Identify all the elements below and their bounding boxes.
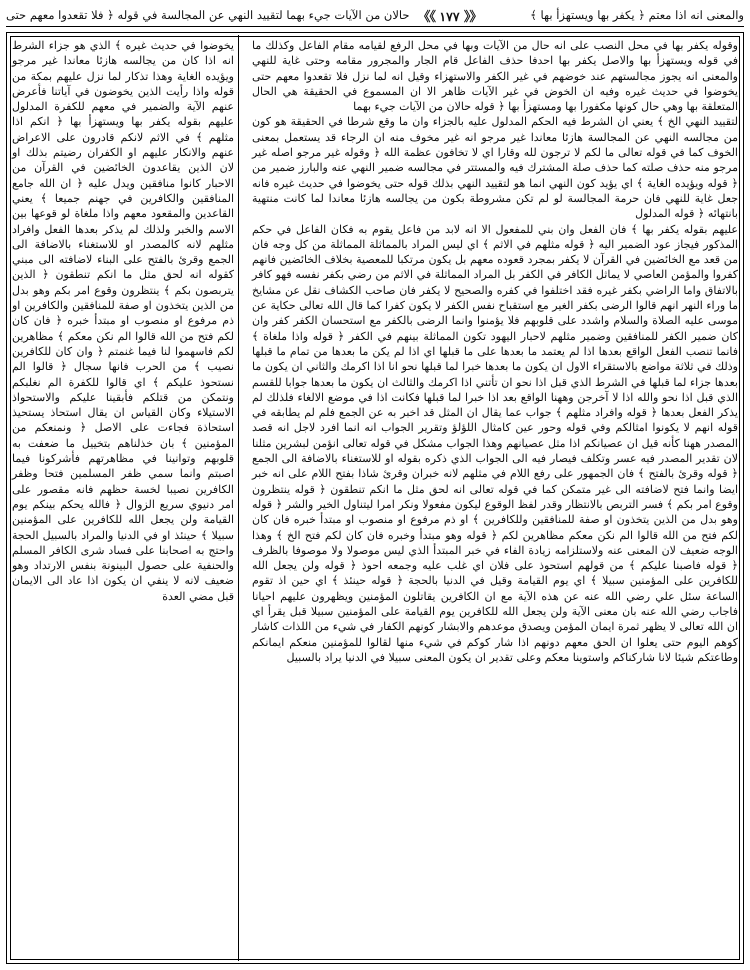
header-left-text: حالان من الآيات جيء بهما لتقييد النهي عن المجالسة في قوله ﴿ فلا تقعدوا معهم حتى — [6, 8, 410, 22]
main-paragraph-1: وقوله يكفر بها في محل النصب على انه حال من الآيات وبها في محل الرفع لقيامه مقام الفاعل وكذلك ما في قوله ويستهزأ بها والاصل يكفر بها احدفا حذف الفاعل قام الجار والمجرور مقامه وحتى غاية للنهي والمعنى انه يجوز مجالستهم عند خوضهم في غير الكفر والاستهزاء وقيل انه لما نزل فلا تقعدوا معهم حتى يخوضوا في حديث غيره وفيه ان الخوض في غير الآيات ظاهر الا ان المسموع في الحقيقة هي الحال المتعلقة بها وهي حال كونها مكفورا بها ومستهزأ بها ﴿ قوله حالان من الآيات جيء بهما — [252, 39, 738, 114]
main-paragraph-3: عليهم بقوله يكفر بها ﴾ فان الفعل وان بني للمفعول الا انه لابد من فاعل يقوم به فكان الفاعل في حكم المذكور فيجاز عود الضمير اليه ﴿ قوله مثلهم في الاثم ﴾ اي ليس المراد بالمماثلة المماثلة من كل وجه فان من قعد مع الخائضين في القرآن لا يكفر بمجرد قعوده معهم بل يكون مرتكبا للمعصية بخلاف الخائضين فانهم كفروا والمؤمن العاصي لا يماثل الكافر في الكفر بل المراد المماثلة في الاثم من رضي بكفر نفسه فهو كافر بالاتفاق واما الراضي بكفر غيره فقد اختلفوا في كفره والصحيح لا يكفر فان صاحب الكشاف نقل عن مشايخ ما وراء النهر انهم قالوا الرضى بكفر الغير مع استقباح نفس الكفر لا يكون كفرا كما قال الله تعالى حكاية عن موسى عليه الصلاة والسلام واشدد على قلوبهم فلا يؤمنوا وانما الرضى بالكفر مع استحسان الكفر كفر وان كان ضمير الكفر للمنافقين وضمير مثلهم لاحبار اليهود تكون المماثلة بينهم في الكفر ﴿ قوله واذا ملغاة ﴾ فانما تنصب الفعل الواقع بعدها اذا لم يعتمد ما بعدها على ما قبلها اي اذا لم يكن ما بعدها من تمام ما قبلها وذلك في ثلاثة مواضع بالاستقراء الاول ان يكون ما بعدها خبرا لما قبلها نحو انا اذا اكرمك والثاني ان يكون ما بعدها جزاء لما قبلها في الشرط الذي قبل اذا نحو ان تأتني اذا اكرمك والثالث ان يكون ما بعدها جوابا للقسم الذي قبل اذا نحو والله اذا لا آخرجن وههنا الواقع بعد اذا خبرا لما قبلها فكانت اذا في موضع الالغاء فلذلك لم يذكر الفعل بعدها ﴿ قوله وافراد مثلهم ﴾ جواب عما يقال ان المثل قد اخبر به عن الجمع فلم لم يطابقه في قوله انهم لا يكونوا امثالكم وفي قوله وحور عين كامثال اللؤلؤ وتقرير الجواب انه انما افرد لاجل انه قصد المصدر ههنا كأنه قيل ان عصيانكم اذا مثل عصيانهم وهذا الجواب مشكل في قوله تعالى انؤمن لبشرين مثلنا لان تقدير المصدر فيه عسر وتكلف فيصار فيه الى الجواب الذي ذكره بقوله او للاستغناء بالاضافة الى الجمع ﴿ قوله وقرئ بالفتح ﴾ فان الجمهور على رفع اللام في مثلهم لانه خبران وقرئ شاذا بفتح اللام على انه خبر ايضا وانما فتح لاضافته الى غير متمكن كما في قوله تعالى انه لحق مثل ما انكم تنطقون ﴿ قوله ينتظرون وقوع امر بكم ﴾ فسر التربص بالانتظار وقدر لفظ الوقوع ليكون مفعولا ونكر امرا ليتناول الخير والشر ﴿ قوله وهو بدل من الذين يتخذون او صفة للمنافقين وللكافرين ﴾ او ذم مرفوع او منصوب او مبتدأ خبره فان كان لكم فتح من الله قالوا الم نكن معكم مظاهرين لكم ﴿ قوله وهو مبتدأ وخبره فان كان لكم فتح الخ ﴾ وهذا الوجه ضعيف لان المعنى عنه ولاستلزامه زيادة الفاء في خبر المبتدأ الذي ليس موصولا ولا موصوفا بالظرف ﴿ قوله فاصبنا عليكم ﴾ من قولهم استحوذ على فلان اي غلب عليه وجمعه احوذ ﴿ قوله ولن يجعل الله للكافرين على المؤمنين سبيلا ﴾ اي يوم القيامة وقيل في الدنيا بالحجة ﴿ قوله حينئذ ﴾ اي حين اذ تقوم الساعة سئل علي رضي الله عنه عن هذه الآية مع ان الكافرين يقاتلون المؤمنين ويظهرون عليهم احيانا فاجاب رضي الله عنه بان معنى الآية ولن يجعل الله للكافرين يوم القيامة على المؤمنين سبيلا قبل يقرأ اي ان الله تعالى لا يظهر ثمرة ايمان المؤمن ويصدق موعدهم والابشار كونهم الكفار في شيء من اللذات كاشار كوهم اليوم حتى يعلوا ان الحق معهم دونهم اذا شار كوكم في شيء منها لقالوا للمؤمنين منعكم ايمانكم وطاعتكم شيئا لانا شاركناكم واستوينا معكم وعلى تقدير ان يكون المعنى سبيلا في الدنيا يراد بالسبيل — [252, 222, 738, 664]
margin-paragraph-1: يخوضوا في حديث غيره ﴾ الذي هو جزاء الشرط انه اذا كان من يجالسه هازئا معاندا غير مرجو ويؤيده الغاية وهذا تذكار لما نزل عليهم بمكة من قوله واذا رأيت الذين يخوضون في آياتنا فأعرض عنهم الآية والضمير في معهم للكفرة المدلول عليهم بقوله يكفر بها ويستهزأ بها ﴿ انكم اذا مثلهم ﴾ في الاثم لانكم قادرون على الاعراض عنهم والانكار عليهم او الكفران رضيتم بذلك او لان الذين يقاعدون الخائضين في القرآن من الاحبار كانوا منافقين ويدل عليه ﴿ ان الله جامع المنافقين والكافرين في جهنم جميعا ﴾ يعني القاعدين والمقعود معهم واذا ملغاة لو قوعها بين الاسم والخبر ولذلك لم يذكر بعدها الفعل وافراد مثلهم لانه كالمصدر او للاستغناء بالاضافة الى الجمع وقرئ بالفتح على البناء لاضافته الى مبني كقوله انه لحق مثل ما انكم تنطقون ﴿ الذين يتربصون بكم ﴾ ينتظرون وقوع امر بكم وهو بدل من الذين يتخذون او صفة للمنافقين والكافرين او ذم مرفوع او منصوب او مبتدأ خبره ﴿ فان كان لكم فتح من الله قالوا الم نكن معكم ﴾ مظاهرين لكم فاسهموا لنا فيما غنمتم ﴿ وان كان للكافرين نصيب ﴾ من الحرب فانها سجال ﴿ قالوا الم نستحوذ عليكم ﴾ اي قالوا للكفرة الم نغلبكم ونتمكن من قتلكم فأبقينا عليكم والاستحواذ الاستيلاء وكان القياس ان يقال استحاذ يستحيذ استحاذة فجاءت على الاصل ﴿ ونمنعكم من المؤمنين ﴾ بان خذلناهم بتخييل ما ضعفت به قلوبهم وتوانينا في مظاهرتهم فأشركونا فيما اصبتم وانما سمي ظفر المسلمين فتحا وظفر الكافرين نصيبا لخسة حظهم فانه مقصور على امر دنيوي سريع الزوال ﴿ فالله يحكم بينكم يوم القيامة ولن يجعل الله للكافرين على المؤمنين سبيلا ﴾ حينئذ او في الدنيا والمراد بالسبيل الحجة واحتج به اصحابنا على فساد شرى الكافر المسلم والحنفية على حصول البينونة بنفس الارتداد وهو ضعيف لانه لا ينفي ان يكون اذا عاد الى الايمان قبل مضي العدة — [12, 39, 234, 603]
column-divider — [238, 35, 239, 961]
ornament-right-icon: 》》 — [417, 9, 436, 25]
header-right-text: والمعنى انه اذا معتم ﴿ يكفر بها ويستهزأ بها ﴾ — [530, 8, 744, 22]
main-commentary-column — [252, 38, 738, 958]
margin-tafsir-column — [12, 38, 234, 958]
main-paragraph-2: لتقييد النهي الخ ﴾ يعني ان الشرط فيه الحكم المدلول عليه بالجزاء وان ما وقع شرطا في الحقيقة هو كون من مجالسه النهي عن المجالسة هازئا معاندا غير مرجو انه غير مخوف منه ان الرجاء قد يستعمل بمعنى الخوف كما في قوله تعالى ما لكم لا ترجون لله وقارا اي لا تخافون عظمة الله ﴿ وقوله غير مرجو اصله غير مرجو منه حذف صلته كما حذف صلة المشترك فيه والمستتر في مجالسه ضمير النهي عنه والبارز ضمير من ﴿ قوله ويؤيده الغاية ﴾ اي يؤيد كون النهي انما هو لتقييد النهي بذلك قوله حتى يخوضوا في حديث غيره فانه جعل غاية للنهي فان حرمة المجالسة لو لم تكن مشروطة بكون من يجالسه هازئا معاندا لما كانت منتهية بانتهائه ﴿ قوله المدلول — [252, 115, 738, 221]
page-number-ornament — [418, 6, 482, 25]
page-number: ١٧٧ — [439, 8, 460, 24]
ornament-left-icon: 《《 — [463, 9, 482, 25]
running-header — [6, 4, 744, 27]
